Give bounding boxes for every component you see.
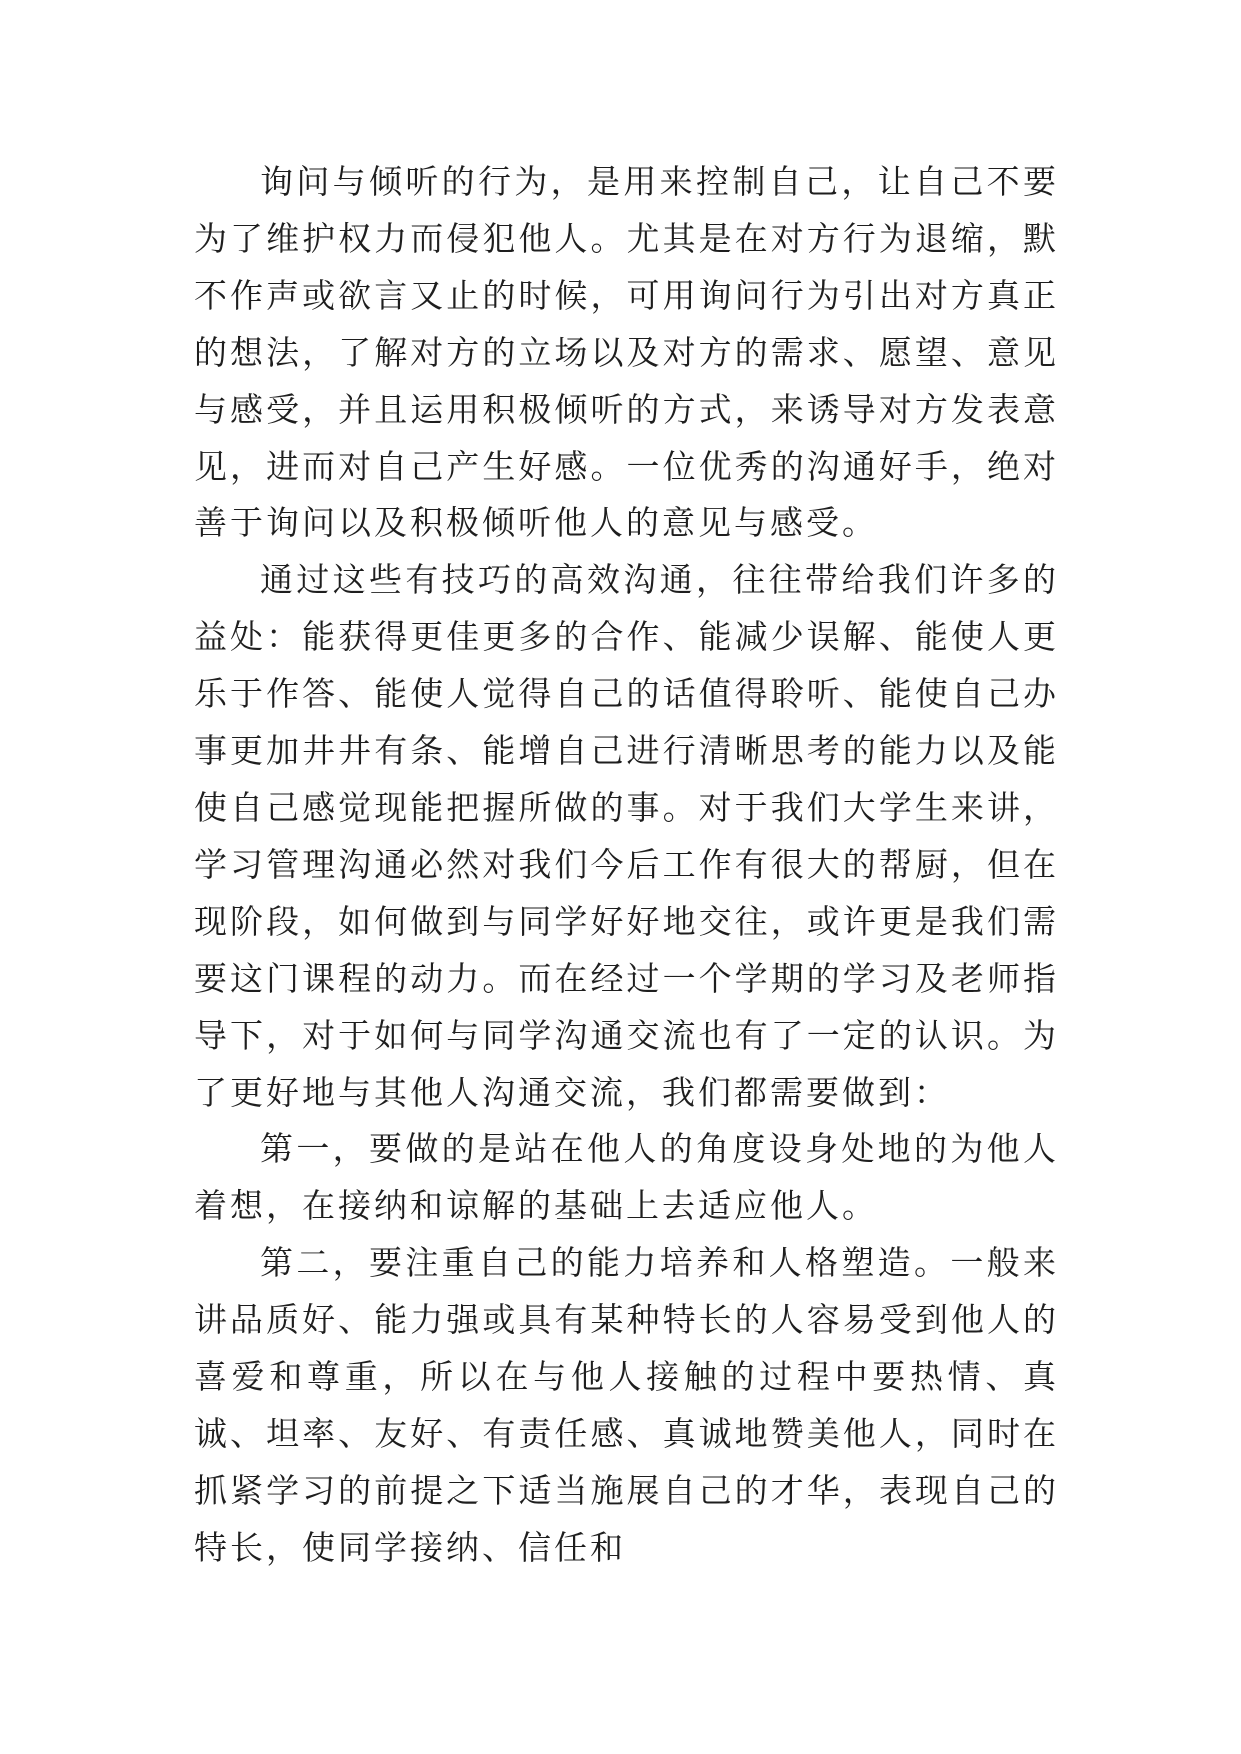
paragraph-communication-benefits: 通过这些有技巧的高效沟通，往往带给我们许多的益处：能获得更佳更多的合作、能减少误解、能使人更乐于作答、能使人觉得自己的话值得聆听、能使自己办事更加井井有条、能增自己进行清晰思考的能力以及能使自己感觉现能把握所做的事。对于我们大学生来讲，学习管理沟通必然对我们今后工作有很大的帮厨，但在现阶段，如何做到与同学好好地交往，或许更是我们需要这门课程的动力。而在经过一个学期的学习及老师指导下，对于如何与同学沟通交流也有了一定的认识。为了更好地与其他人沟通交流，我们都需要做到： (194, 560, 1059, 1112)
document-body (194, 154, 1059, 1577)
paragraph-inquiry-listening: 询问与倾听的行为，是用来控制自己，让自己不要为了维护权力而侵犯他人。尤其是在对方行为退缩，默不作声或欲言又止的时候，可用询问行为引出对方真正的想法，了解对方的立场以及对方的需求、愿望、意见与感受，并且运用积极倾听的方式，来诱导对方发表意见，进而对自己产生好感。一位优秀的沟通好手，绝对善于询问以及积极倾听他人的意见与感受。 (194, 162, 1059, 543)
paragraph-point-one: 第一，要做的是站在他人的角度设身处地的为他人着想，在接纳和谅解的基础上去适应他人。 (194, 1129, 1059, 1226)
paragraph-point-two: 第二，要注重自己的能力培养和人格塑造。一般来讲品质好、能力强或具有某种特长的人容易受到他人的喜爱和尊重，所以在与他人接触的过程中要热情、真诚、坦率、友好、有责任感、真诚地赞美他人，同时在抓紧学习的前提之下适当施展自己的才华，表现自己的特长，使同学接纳、信任和 (194, 1243, 1059, 1567)
